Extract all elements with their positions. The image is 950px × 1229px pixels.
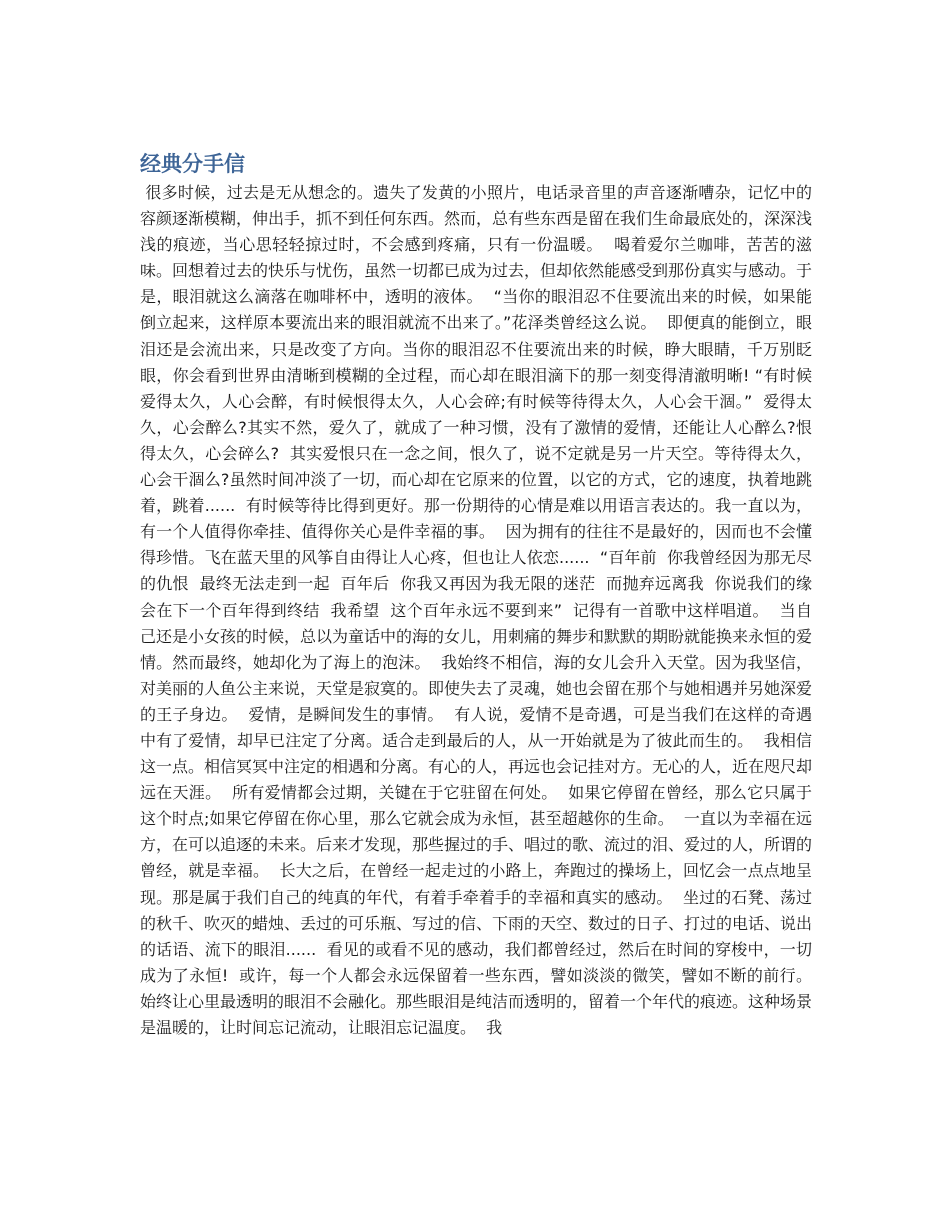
- document-title: 经典分手信: [140, 152, 245, 176]
- document-body: 很多时候，过去是无从想念的。遗失了发黄的小照片，电话录音里的声音逐渐嘈杂，记忆中的容颜逐渐模糊，伸出手，抓不到任何东西。然而，总有些东西是留在我们生命最底处的，深深浅浅的痕迹，当心思轻轻掠过时，不会感到疼痛，只有一份温暖。 喝着爱尔兰咖啡，苦苦的滋味。回想着过去的快乐与忧伤，虽然一切都已成为过去，但却依然能感受到那份真实与感动。于是，眼泪就这么滴落在咖啡杯中，透明的液体。 “当你的眼泪忍不住要流出来的时候，如果能倒立起来，这样原本要流出来的眼泪就流不出来了。”花泽类曾经这么说。 即便真的能倒立，眼泪还是会流出来，只是改变了方向。当你的眼泪忍不住要流出来的时候，睁大眼睛，千万别眨眼，你会看到世界由清晰到模糊的全过程，而心却在眼泪滴下的那一刻变得清澈明晰! “有时候爱得太久，人心会醉，有时候恨得太久，人心会碎;有时候等待得太久，人心会干涸。” 爱得太久，心会醉么?其实不然，爱久了，就成了一种习惯，没有了激情的爱情，还能让人心醉么?恨得太久，心会碎么? 其实爱恨只在一念之间，恨久了，说不定就是另一片天空。等待得太久，心会干涸么?虽然时间冲淡了一切，而心却在它原来的位置，以它的方式，它的速度，执着地跳着，跳着...... 有时候等待比得到更好。那一份期待的心情是难以用语言表达的。我一直以为，有一个人值得你牵挂、值得你关心是件幸福的事。 因为拥有的往往不是最好的，因而也不会懂得珍惜。飞在蓝天里的风筝自由得让人心疼，但也让人依恋...... “百年前 你我曾经因为那无尽的仇恨 最终无法走到一起 百年后 你我又再因为我无限的迷茫 而抛弃远离我 你说我们的缘会在下一个百年得到终结 我希望 这个百年永远不要到来” 记得有一首歌中这样唱道。 当自己还是小女孩的时候，总以为童话中的海的女儿，用刺痛的舞步和默默的期盼就能换来永恒的爱情。然而最终，她却化为了海上的泡沫。 我始终不相信，海的女儿会升入天堂。因为我坚信，对美丽的人鱼公主来说，天堂是寂寞的。即使失去了灵魂，她也会留在那个与她相遇并另她深爱的王子身边。 爱情，是瞬间发生的事情。 有人说，爱情不是奇遇，可是当我们在这样的奇遇中有了爱情，却早已注定了分离。适合走到最后的人，从一开始就是为了彼此而生的。 我相信这一点。相信冥冥中注定的相遇和分离。有心的人，再远也会记挂对方。无心的人，近在咫尺却远在天涯。 所有爱情都会过期，关键在于它驻留在何处。 如果它停留在曾经，那么它只属于这个时点;如果它停留在你心里，那么它就会成为永恒，甚至超越你的生命。 一直以为幸福在远方，在可以追逐的未来。后来才发现，那些握过的手、唱过的歌、流过的泪、爱过的人，所谓的曾经，就是幸福。 长大之后，在曾经一起走过的小路上，奔跑过的操场上，回忆会一点点地呈现。那是属于我们自己的纯真的年代，有着手牵着手的幸福和真实的感动。 坐过的石凳、荡过的秋千、吹灭的蜡烛、丢过的可乐瓶、写过的信、下雨的天空、数过的日子、打过的电话、说出的话语、流下的眼泪...... 看见的或看不见的感动，我们都曾经过，然后在时间的穿梭中，一切成为了永恒! 或许，每一个人都会永远保留着一些东西，譬如淡淡的微笑，譬如不断的前行。始终让心里最透明的眼泪不会融化。那些眼泪是纯洁而透明的，留着一个年代的痕迹。这种场景是温暖的，让时间忘记流动，让眼泪忘记温度。 我: [140, 183, 812, 1037]
